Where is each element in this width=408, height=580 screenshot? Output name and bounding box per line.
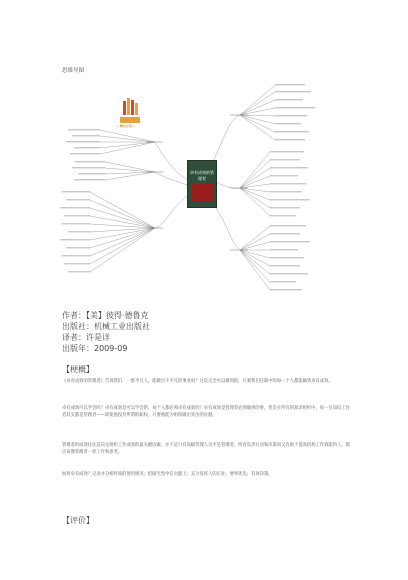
publish-date-line: 出版年：2009-09 (62, 344, 128, 353)
translator-line: 译者：许是详 (62, 333, 110, 342)
summary-heading: 【梗概】 (62, 365, 94, 374)
book-cover-image (187, 160, 217, 208)
book-metadata (62, 310, 150, 354)
summary-paragraph-2: 卓有成效可以学会吗？卓有成效是可以学会的，每个人都必须卓有成效吗？卓有成效是管理者必须做到的事，但是在所有的知识组织中，每一位知识工作者其实都是管理者——即使他没有所谓的职权，只要他能为组织做出突出的贡献。 (62, 406, 350, 419)
summary-paragraph-1: 《卓有成效的管理者》告诉我们，一群平凡人，能做出不平凡的事业吗？这是完全可以做到的，只要我们任职中的每一个人都能做到卓有成效。 (62, 379, 333, 384)
logo-caption: — 精读学堂 — (116, 124, 136, 128)
book-cover-title: 卓有成效的管理者 (190, 170, 214, 181)
publisher-line: 出版社：机械工业出版社 (62, 322, 150, 331)
review-heading: 【评价】 (62, 516, 94, 525)
summary-paragraph-4: 如何卓有成效？记录并分析时间的使用情况；把眼光集中在贡献上；充分发挥人的长处；要事优先；有效决策。 (62, 472, 273, 477)
author-line: 作者：【美】彼得·德鲁克 (62, 311, 149, 320)
summary-paragraph-3: 管理者的成效往往是决定组织工作成效的最关键因素；并不是只有高级管理人员才是管理者，所有负责行动和决策而又有助于提高机构工作效能的人，都应该像管理者一样工作和思考。 (62, 443, 350, 456)
page-title: 思维导图 (62, 68, 85, 74)
logo-icon (118, 95, 142, 125)
